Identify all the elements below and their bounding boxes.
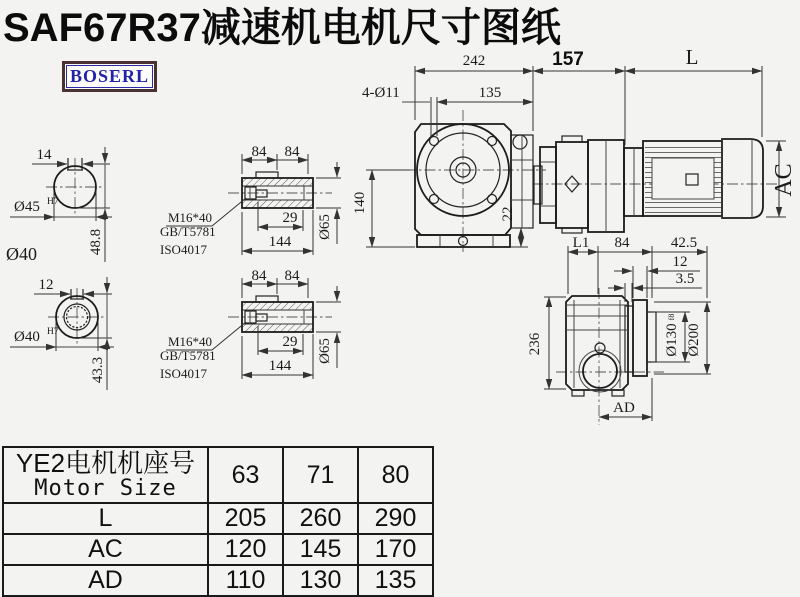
table-header-cell: [3, 447, 208, 503]
dim-hole-offset: 135: [478, 85, 502, 101]
cell-value: 120: [208, 534, 283, 565]
label-std-iso: ISO4017: [160, 366, 207, 381]
motor-size-table: [2, 446, 434, 597]
row-label: L: [3, 503, 208, 534]
dim-key-width: 12: [38, 277, 54, 293]
dim-len-b: 84: [284, 268, 300, 284]
table-row: [3, 534, 433, 565]
dim-3-5: 3.5: [675, 271, 695, 287]
dim-depth: 29: [282, 334, 298, 350]
cell-value: 110: [208, 565, 283, 596]
view-output-shaft-hollow: [10, 277, 114, 390]
dim-dia130-tol: f8: [667, 313, 676, 321]
cell-value: 290: [358, 503, 433, 534]
cell-value: 205: [208, 503, 283, 534]
dim-ad: AD: [613, 400, 635, 416]
view-gearmotor-side: [532, 45, 797, 233]
dim-len-a: 84: [251, 144, 267, 160]
brand-logo-text: BOSERL: [66, 65, 153, 88]
dim-bore-dia: Ø40: [14, 329, 40, 345]
page-title: SAF67R37减速机电机尺寸图纸: [3, 6, 561, 50]
dim-len-a: 84: [251, 268, 267, 284]
dim-shaft-height: 48.8: [88, 228, 104, 256]
dim-motor-dia: AC: [771, 163, 797, 197]
table-size-col: 80: [358, 447, 433, 503]
cell-value: 145: [283, 534, 358, 565]
dim-total-len: 144: [268, 358, 292, 374]
dim-42-5: 42.5: [670, 235, 698, 251]
label-std-gb: GB/T5781: [160, 224, 216, 239]
table-row: [3, 503, 433, 534]
dim-motor-length: L: [685, 45, 699, 69]
dim-shaft-height: 43.3: [90, 356, 106, 384]
dim-shaft-dia: Ø45: [14, 199, 40, 215]
dim-depth: 29: [282, 210, 298, 226]
dim-dia200: Ø200: [686, 323, 702, 357]
table-size-col: 71: [283, 447, 358, 503]
dim-gear-length: 157: [552, 49, 584, 70]
rear-body-outline: [566, 296, 628, 390]
dim-width: 242: [462, 53, 486, 69]
dim-dia: Ø65: [317, 214, 333, 240]
dim-dia: Ø65: [317, 338, 333, 364]
dim-dia130: Ø130: [664, 323, 680, 357]
table-header-en: Motor Size: [34, 476, 177, 502]
dim-step: 22: [500, 206, 516, 222]
dim-236: 236: [527, 332, 543, 356]
dim-84: 84: [614, 235, 630, 251]
dim-key-width: 14: [36, 147, 52, 163]
table-row: [3, 565, 433, 596]
cell-value: 260: [283, 503, 358, 534]
view-coupling-top: [160, 144, 341, 257]
table-header-cn: YE2电机机座号: [15, 448, 196, 478]
row-label: AC: [3, 534, 208, 565]
view-gearbox-front: [352, 53, 546, 252]
dim-total-len: 144: [268, 234, 292, 250]
dim-hub-dia: Ø40: [6, 244, 37, 264]
dim-l1: L1: [572, 235, 590, 251]
dim-height: 140: [352, 191, 368, 215]
label-bolt: M16*40: [168, 210, 213, 225]
label-holes: 4-Ø11: [362, 85, 400, 101]
view-gearbox-rear: [527, 235, 711, 425]
dim-shaft-dia-tol: H7: [47, 197, 59, 207]
cell-value: 135: [358, 565, 433, 596]
dim-bore-dia-tol: H7: [47, 327, 59, 337]
table-size-col: 63: [208, 447, 283, 503]
row-label: AD: [3, 565, 208, 596]
cell-value: 130: [283, 565, 358, 596]
dim-len-b: 84: [284, 144, 300, 160]
label-std-gb: GB/T5781: [160, 348, 216, 363]
brand-logo: [62, 61, 157, 92]
cell-value: 170: [358, 534, 433, 565]
dim-12: 12: [672, 254, 688, 270]
view-coupling-bottom: [160, 268, 341, 381]
view-output-shaft-solid: [6, 147, 112, 264]
fan-cover: [722, 139, 763, 218]
label-std-iso: ISO4017: [160, 242, 207, 257]
label-bolt: M16*40: [168, 334, 213, 349]
